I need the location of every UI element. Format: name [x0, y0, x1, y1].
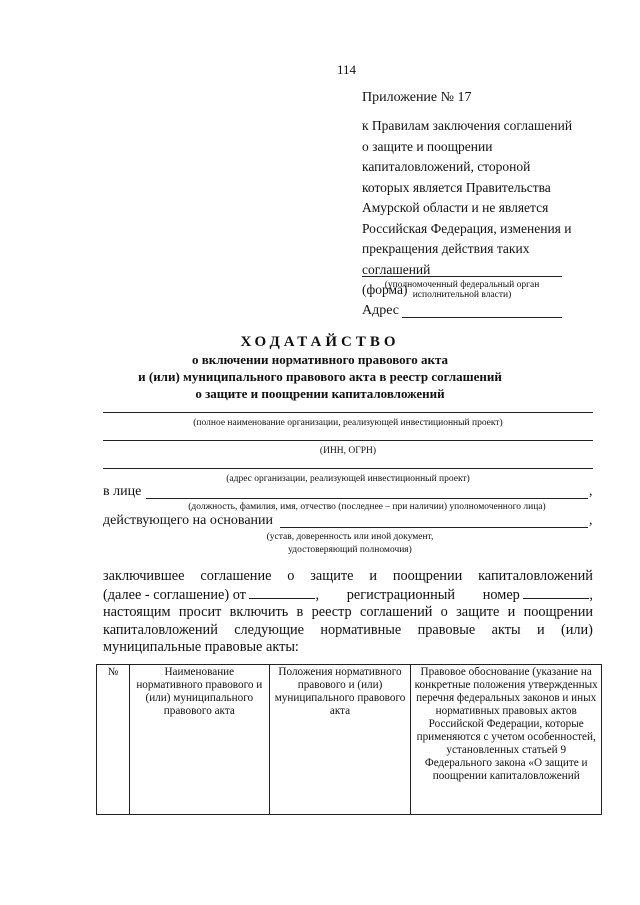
body-text: ,: [589, 586, 593, 603]
body-word: (или): [560, 621, 593, 638]
org-name-line: [103, 412, 593, 413]
comma: ,: [589, 513, 593, 528]
body-paragraph: [103, 568, 593, 657]
body-word: о: [287, 568, 295, 584]
document-title: ХОДАТАЙСТВО: [240, 334, 400, 350]
appendix-line: которых является Правительства: [362, 179, 551, 195]
inn-caption: (ИНН, ОГРН): [319, 446, 377, 456]
org-name-caption: (полное наименование организации, реализующей инвестиционный проект): [193, 418, 503, 428]
basis-caption-line: удостоверяющий полномочия): [288, 545, 412, 555]
authority-caption-line: (уполномоченный федеральный орган: [384, 280, 540, 290]
acts-table: [96, 664, 602, 815]
body-word: заключившее: [103, 568, 185, 584]
appendix-text: [362, 116, 572, 301]
inn-line: [103, 440, 593, 441]
appendix-line: к Правилам заключения соглашений: [362, 118, 573, 133]
org-address-line: [103, 468, 593, 469]
in-person-label: в лице: [103, 484, 142, 499]
body-word: правовые: [417, 621, 476, 638]
body-text: номер: [482, 586, 520, 603]
heading-line-3: о защите и поощрении капиталовложений: [195, 386, 445, 401]
body-text: (далее - соглашение) от: [103, 586, 246, 603]
appendix-line: соглашений: [362, 261, 431, 277]
date-blank: [249, 586, 315, 599]
body-text: ,: [315, 586, 320, 603]
appendix-line: (форма): [362, 282, 408, 297]
body-line-4: [103, 622, 593, 640]
body-word: поощрении: [392, 568, 463, 584]
body-word: капиталовложений: [478, 568, 593, 584]
body-word: следующие: [234, 621, 304, 638]
page-number: 114: [337, 62, 357, 77]
basis-line: [280, 527, 588, 528]
body-word: защите: [310, 568, 354, 584]
address-blank-line: [402, 317, 562, 318]
body-line-5: муниципальные правовые акты:: [103, 639, 299, 655]
body-word: и: [369, 568, 378, 584]
col-provisions-header: Положения нормативного правового и (или) муниципального правового акта: [269, 665, 411, 815]
appendix-line: капиталовложений, стороной: [362, 159, 531, 174]
body-word: регистрационный: [346, 586, 456, 603]
agreement-date: [103, 586, 319, 605]
body-line-1: [103, 568, 593, 586]
appendix-title: Приложение № 17: [362, 90, 472, 105]
authority-blank-line: [362, 276, 562, 277]
body-line-2: [103, 586, 593, 605]
address-label: Адрес: [362, 303, 400, 318]
body-word: капиталовложений: [103, 621, 218, 638]
body-word: и: [536, 621, 545, 638]
org-address-caption: (адрес организации, реализующей инвестиционный проект): [226, 474, 470, 484]
col-number-header: №: [97, 665, 130, 815]
body-word: нормативные: [320, 621, 402, 638]
basis-label: действующего на основании: [103, 513, 274, 528]
heading-line-1: о включении нормативного правового акта: [191, 352, 449, 367]
number-blank: [523, 586, 589, 599]
heading-line-2: и (или) муниципального правового акта в реестр соглашений: [138, 369, 502, 384]
basis-caption: [230, 531, 470, 557]
appendix-line: о защите и поощрении: [362, 138, 493, 154]
appendix-line: Амурской области и не является: [362, 200, 549, 215]
col-legal-basis-header: Правовое обоснование (указание на конкретные положения утвержденных перечня федеральных законов и иных нормативных правовых актов Российской Федерации, которые применяются с учетом особенностей, установленных статьей 9 Федерального закона «О защите и поощрении капиталовложений: [411, 665, 602, 815]
appendix-line: Российская Федерация, изменения и: [362, 220, 572, 236]
registration-number: [483, 586, 593, 605]
table-header-row: [97, 665, 602, 815]
comma: ,: [589, 484, 593, 499]
in-person-line: [146, 498, 588, 499]
body-word: акты: [491, 621, 521, 638]
appendix-line: прекращения действия таких: [362, 241, 530, 256]
authority-caption-line: исполнительной власти): [412, 290, 512, 300]
basis-caption-line: (устав, доверенность или иной документ,: [266, 532, 434, 542]
body-line-3: настоящим просит включить в реестр соглашений о защите и поощрении: [103, 604, 593, 620]
col-act-name-header: Наименование нормативного правового и (или) муниципального правового акта: [129, 665, 269, 815]
in-person-caption: (должность, фамилия, имя, отчество (последнее – при наличии) уполномоченного лица): [188, 502, 546, 512]
authority-caption: [362, 280, 562, 300]
body-word: соглашение: [200, 568, 272, 584]
